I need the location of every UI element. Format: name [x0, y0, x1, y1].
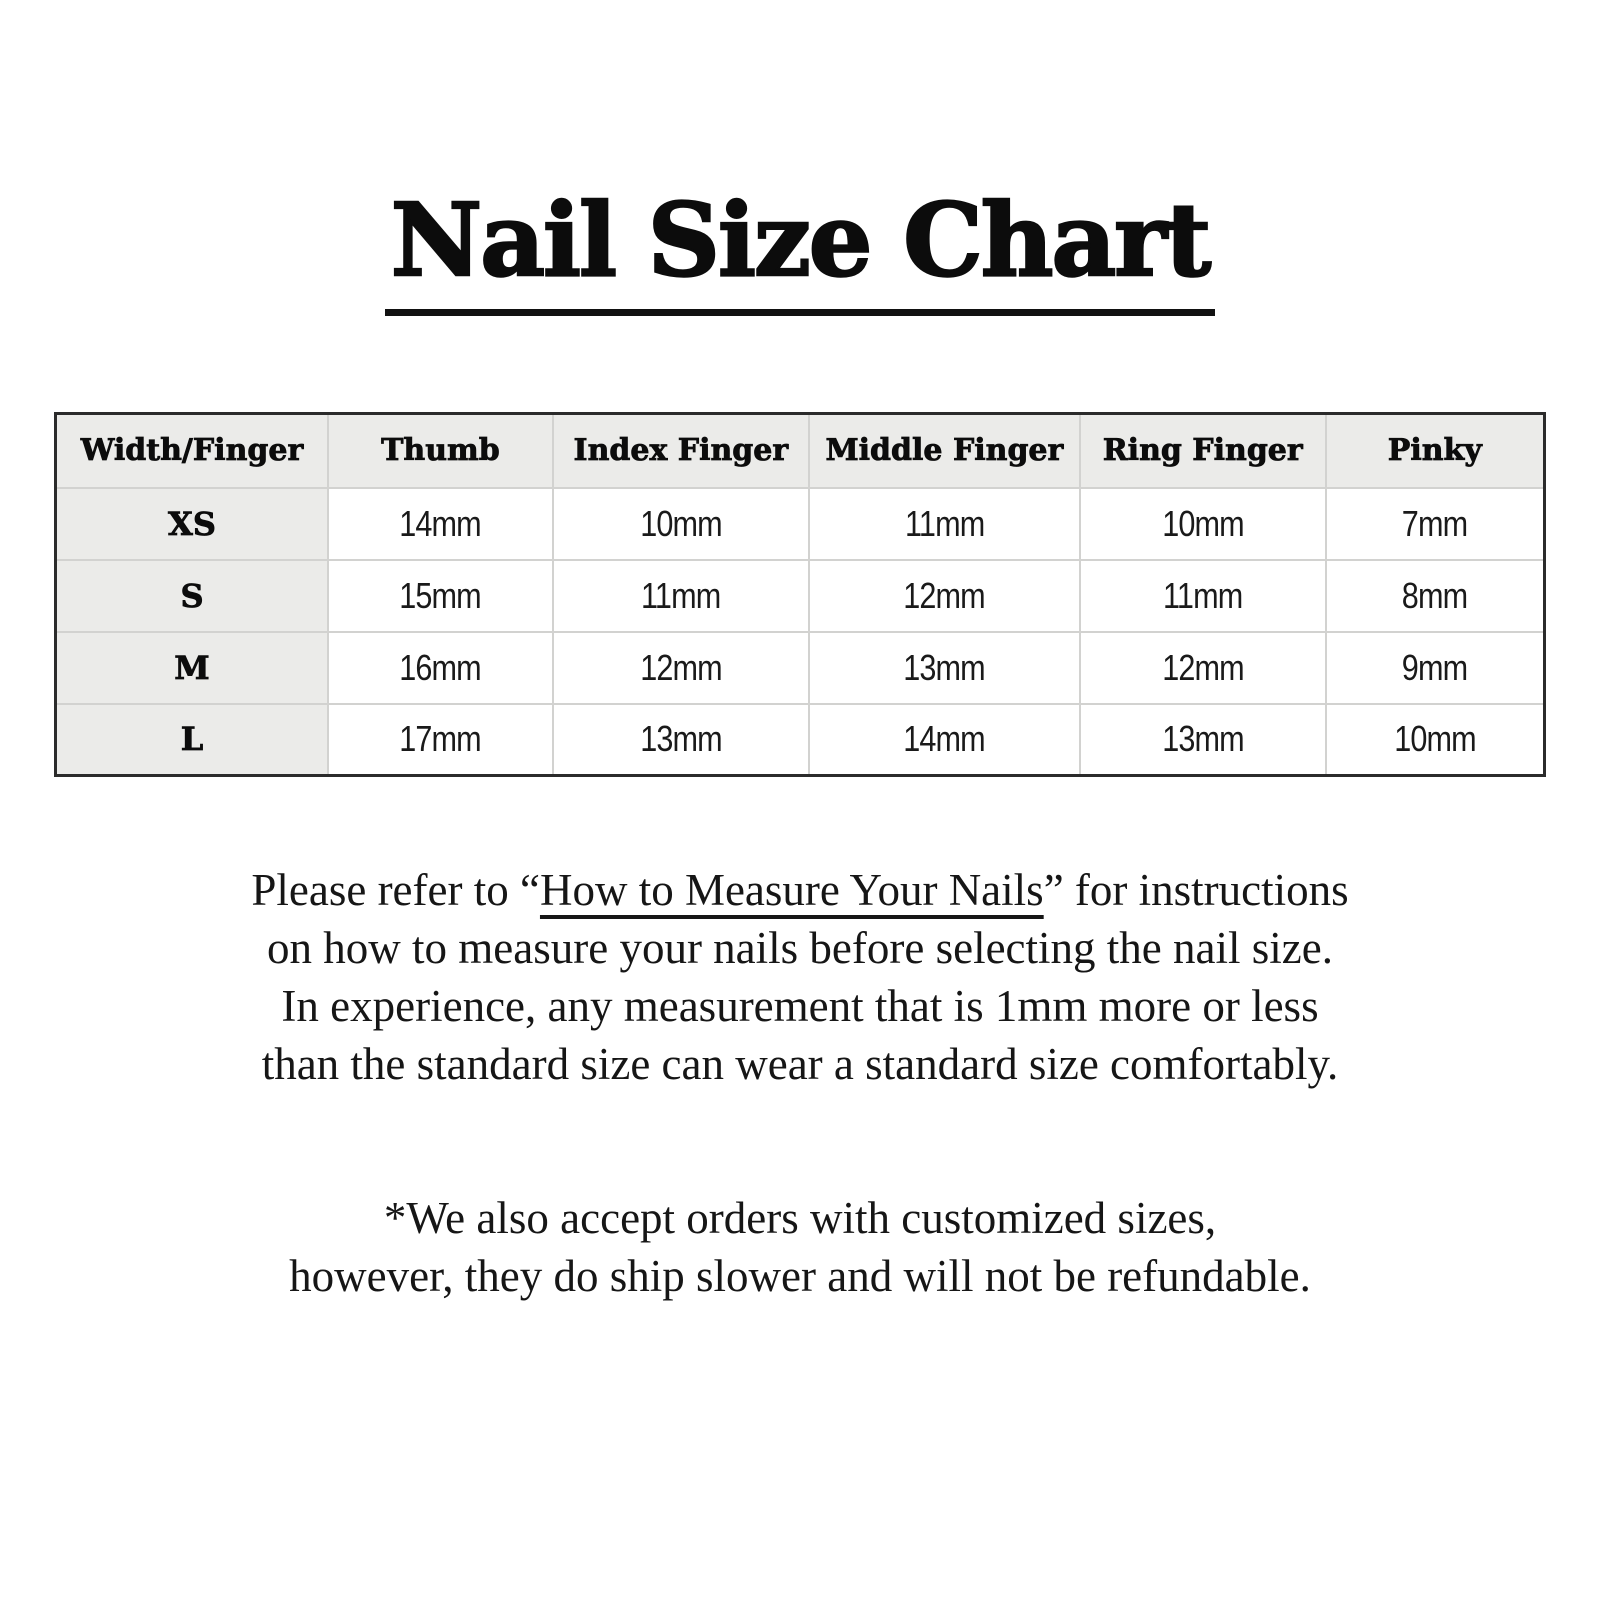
size-value: 14mm: [903, 718, 986, 760]
size-value: 14mm: [399, 502, 482, 544]
size-cell: [328, 488, 553, 560]
size-cell: [1326, 488, 1545, 560]
custom-orders-text: [0, 1189, 1600, 1305]
note-line-3: In experience, any measurement that is 1mm more or less: [281, 981, 1319, 1031]
size-value: 13mm: [640, 718, 722, 760]
measure-instructions-text: [0, 861, 1600, 1093]
size-value: 10mm: [1161, 502, 1244, 544]
page-title: Nail Size Chart: [385, 185, 1215, 316]
size-value: 16mm: [399, 646, 482, 688]
table-row-xs: [56, 488, 1545, 560]
size-value: 10mm: [640, 502, 722, 544]
title-section: [0, 181, 1600, 316]
table-row-s: [56, 560, 1545, 632]
size-value: 9mm: [1402, 646, 1468, 688]
size-cell: [1326, 704, 1545, 776]
size-cell: [328, 632, 553, 704]
column-header-index-finger: Index Finger: [553, 414, 809, 488]
size-cell: [809, 488, 1080, 560]
size-value: 17mm: [399, 718, 482, 760]
nail-size-table: [54, 412, 1546, 777]
column-header-pinky: Pinky: [1326, 414, 1545, 488]
size-cell: [809, 704, 1080, 776]
size-value: 10mm: [1393, 718, 1476, 760]
how-to-measure-link: How to Measure Your Nails: [539, 865, 1044, 915]
table-header-row: [56, 414, 1545, 488]
size-cell: [809, 560, 1080, 632]
size-cell: [809, 632, 1080, 704]
size-value: 11mm: [1163, 574, 1243, 616]
note-line-1: [0, 861, 1600, 919]
note-line-2: on how to measure your nails before selecting the nail size.: [267, 923, 1333, 973]
column-header-width-finger: Width/Finger: [56, 414, 328, 488]
size-cell: [553, 560, 809, 632]
row-label-s: S: [56, 560, 328, 632]
note-text-suffix: ” for instructions: [1043, 865, 1349, 915]
size-cell: [1326, 632, 1545, 704]
size-cell: [553, 632, 809, 704]
size-value: 12mm: [903, 574, 986, 616]
size-cell: [553, 704, 809, 776]
size-value: 8mm: [1402, 574, 1468, 616]
size-cell: [1080, 704, 1326, 776]
size-value: 11mm: [904, 502, 985, 544]
note-line-4: than the standard size can wear a standard size comfortably.: [261, 1039, 1339, 1089]
table-row-l: [56, 704, 1545, 776]
column-header-ring-finger: Ring Finger: [1080, 414, 1326, 488]
size-value: 13mm: [903, 646, 986, 688]
row-label-xs: XS: [56, 488, 328, 560]
size-cell: [1080, 488, 1326, 560]
size-cell: [328, 560, 553, 632]
size-value: 12mm: [1161, 646, 1244, 688]
size-cell: [553, 488, 809, 560]
size-value: 15mm: [399, 574, 482, 616]
size-value: 11mm: [641, 574, 721, 616]
table-row-m: [56, 632, 1545, 704]
size-value: 7mm: [1402, 502, 1468, 544]
custom-line-2: however, they do ship slower and will not be refundable.: [289, 1251, 1311, 1301]
custom-line-1: *We also accept orders with customized sizes,: [383, 1193, 1217, 1243]
row-label-l: L: [56, 704, 328, 776]
column-header-thumb: Thumb: [328, 414, 553, 488]
row-label-m: M: [56, 632, 328, 704]
size-table-section: [54, 412, 1546, 777]
size-value: 12mm: [640, 646, 722, 688]
note-text-prefix: Please refer to “: [251, 865, 540, 915]
size-cell: [1080, 632, 1326, 704]
size-cell: [328, 704, 553, 776]
column-header-middle-finger: Middle Finger: [809, 414, 1080, 488]
size-cell: [1080, 560, 1326, 632]
size-cell: [1326, 560, 1545, 632]
size-value: 13mm: [1161, 718, 1244, 760]
